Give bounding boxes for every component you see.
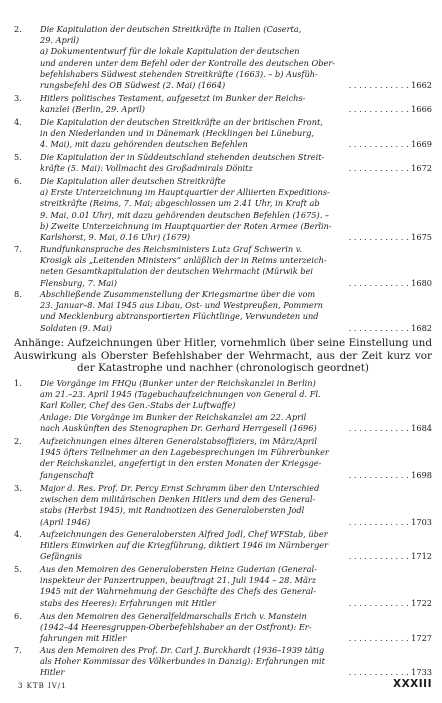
- entry-number: 3.: [14, 483, 22, 493]
- entry-title: Aus den Memoiren des Generalobersten Heinz Guderian (General- inspekteur der Panzertruppen, beauftragt 21. Juli 1944 – 28. März 1945 mit der Wahrnehmung der Geschäfte des Chefs des General- stabs des Heeres): Erfahrungen mit Hitler: [40, 564, 317, 608]
- entry-title: Aufzeichnungen des Generalobersten Alfred Jodl, Chef WFStab, über Hitlers Einwirken auf die Kriegführung, diktiert 1946 im Nürnberger Gefängnis: [40, 529, 329, 562]
- page-number: XXXIII: [392, 678, 432, 690]
- entry-number: 2.: [14, 436, 22, 446]
- entry-number: 1.: [14, 378, 22, 388]
- entry-title: Aus den Memoiren des Prof. Dr. Carl J. Burckhardt (1936–1939 tätig als Hoher Kommissar des Völkerbundes in Danzig): Erfahrungen mit Hitler: [40, 645, 325, 678]
- toc-entry: [14, 117, 432, 151]
- entry-page: . . . . . . . . . . . . 1675: [346, 232, 432, 243]
- entry-number: 3.: [14, 93, 22, 103]
- toc-entry: [14, 645, 432, 679]
- entry-title: Die Vorgänge im FHQu (Bunker unter der Reichskanzlei in Berlin) am 21.–23. April 1945 (Tagebuchaufzeichnungen von General d. Fl. Karl Koller, Chef des Gen.-Stabs der Luftwaffe) Anlage: Die Vorgänge im Bunker der Reichskanzlei am 22. April nach Auskünften des Stenographen Dr. Gerhard Herrgesell (1696): [40, 378, 321, 433]
- toc-entry: [14, 378, 432, 434]
- appendix-heading: Anhänge: Aufzeichnungen über Hitler, vornehmlich über seine Einstellung und Auswirkung als Oberster Befehlshaber der Wehrmacht, aus der Zeit kurz vor der Katastrophe und nachher (chronologisch geordnet): [14, 337, 432, 375]
- entry-title: Hitlers politisches Testament, aufgesetzt im Bunker der Reichs- kanzlei (Berlin, 29. April): [40, 93, 306, 115]
- toc-entry: [14, 152, 432, 174]
- entry-page: . . . . . . . . . . . . 1733: [346, 667, 432, 678]
- entry-number: 6.: [14, 176, 22, 186]
- entry-page: . . . . . . . . . . . . 1727: [346, 633, 432, 644]
- entry-number: 7.: [14, 645, 22, 655]
- entry-page: . . . . . . . . . . . . 1698: [346, 470, 432, 481]
- entry-title: Aus den Memoiren des Generalfeldmarschalls Erich v. Manstein (1942–44 Heeresgruppen-Oberbefehlshaber an der Ostfront): Er- fahrungen mit Hitler: [40, 611, 312, 644]
- toc-entry: [14, 611, 432, 645]
- toc-entry: [14, 176, 432, 243]
- entry-page: . . . . . . . . . . . . 1669: [346, 139, 432, 150]
- toc-entry: [14, 289, 432, 334]
- entry-number: 2.: [14, 24, 22, 34]
- toc-entry: [14, 436, 432, 481]
- entry-number: 7.: [14, 244, 22, 254]
- entry-page: . . . . . . . . . . . . 1722: [346, 598, 432, 609]
- entry-title: Major d. Res. Prof. Dr. Percy Ernst Schramm über den Unterschied zwischen dem militärischen Denken Hitlers und dem des General- stabs (Herbst 1945), mit Randnotizen des Generalobersten Jodl (April 1946): [40, 483, 320, 527]
- entry-page: . . . . . . . . . . . . 1682: [346, 323, 432, 334]
- entry-title: Rundfunkansprache des Reichsministers Lutz Graf Schwerin v. Krosigk als „Leitenden Ministers“ anläßlich der in Reims unterzeich- neten Gesamtkapitulation der deutschen Wehrmacht (Mürwik bei Flensburg, 7. Mai): [40, 244, 327, 288]
- toc-entry: [14, 93, 432, 115]
- entry-title: Die Kapitulation der deutschen Streitkräfte an der britischen Front, in den Niederlanden und in Dänemark (Hecklingen bei Lüneburg, 4. Mai), mit dazu gehörenden deutschen Befehlen: [40, 117, 323, 150]
- entry-number: 8.: [14, 289, 22, 299]
- entry-title: Die Kapitulation der in Süddeutschland stehenden deutschen Streit- kräfte (5. Mai): Vollmacht des Großadmirals Dönitz: [40, 152, 325, 174]
- toc-entry: [14, 244, 432, 289]
- entry-title: Abschließende Zusammenstellung der Kriegsmarine über die vom 23. Januar–8. Mai 1945 aus Libau, Ost- und Westpreußen, Pommern und Mecklenburg abtransportierten Flüchtlinge, Verwundeten und Soldaten (9. Mai): [40, 289, 323, 333]
- entry-number: 5.: [14, 152, 22, 162]
- entry-page: . . . . . . . . . . . . 1703: [346, 517, 432, 528]
- toc-entry: [14, 529, 432, 563]
- entry-page: . . . . . . . . . . . . 1662: [346, 80, 432, 91]
- entry-page: . . . . . . . . . . . . 1680: [346, 278, 432, 289]
- entry-number: 6.: [14, 611, 22, 621]
- entry-number: 4.: [14, 529, 22, 539]
- entry-title: Aufzeichnungen eines älteren Generalstabsoffiziers, im März/April 1945 öfters Teilnehmer an den Lagebesprechungen im Führerbunker der Reichskanzlei, angefertigt in den ersten Monaten der Kriegsge- fangenschaft: [40, 436, 329, 480]
- entry-number: 4.: [14, 117, 22, 127]
- entry-title: Die Kapitulation der deutschen Streitkräfte in Italien (Caserta, 29. April) a) Dokumententwurf für die lokale Kapitulation der deutschen und anderen unter dem Befehl oder der Kontrolle des deutschen Ober- befehlshabers Südwest stehenden Streitkräfte (1663). – b) Ausfüh- rungsbefehl des OB Südwest (2. Mai) (1664): [40, 24, 336, 91]
- entry-page: . . . . . . . . . . . . 1672: [346, 163, 432, 174]
- entry-page: . . . . . . . . . . . . 1666: [346, 104, 432, 115]
- toc-entry: [14, 483, 432, 528]
- toc-entry: [14, 564, 432, 609]
- entry-page: . . . . . . . . . . . . 1684: [346, 423, 432, 434]
- printer-signature: 3 KTB IV/1: [18, 682, 67, 690]
- entry-page: . . . . . . . . . . . . 1712: [346, 551, 432, 562]
- entry-number: 5.: [14, 564, 22, 574]
- toc-entry: [14, 24, 432, 91]
- entry-title: Die Kapitulation aller deutschen Streitkräfte a) Erste Unterzeichnung im Hauptquartier der Alliierten Expeditions- streitkräfte (Reims, 7. Mai; abgeschlossen um 2.41 Uhr, in Kraft ab 9. Mai, 0.01 Uhr), mit dazu gehörenden deutschen Befehlen (1675). – b) Zweite Unterzeichnung im Hauptquartier der Roten Armee (Berlin- Karlshorst, 9. Mai, 0.16 Uhr) (1679): [40, 176, 332, 243]
